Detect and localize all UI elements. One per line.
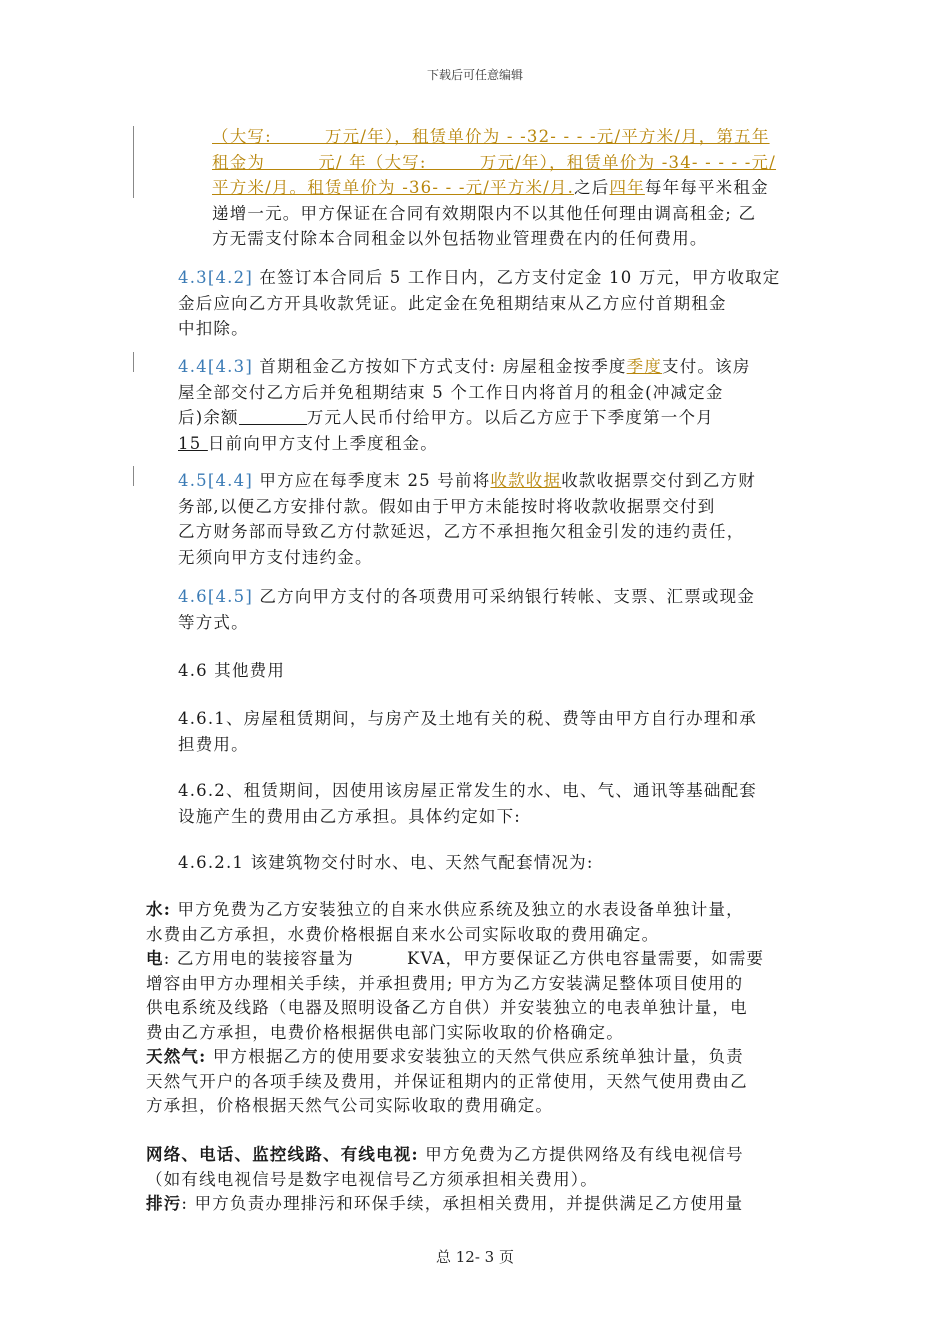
rent-line-3-ins: 平方米/月。租赁单价为 -36- - -元/平方米/月.: [212, 178, 575, 197]
clause-4-6-2-line-2: 设施产生的费用由乙方承担。具体约定如下:: [178, 806, 522, 826]
amount-blank: [239, 408, 307, 425]
clause-4-3-line-1: [178, 265, 812, 291]
clause-4-6-2-line-1: 4.6.2、租赁期间，因使用该房屋正常发生的水、电、气、通讯等基础配套: [178, 781, 757, 800]
rent-line-4: 递增一元。甲方保证在合同有效期限内不以其他任何理由调高租金; 乙: [212, 203, 757, 223]
page-footer: 总 12- 3 页: [435, 1248, 514, 1266]
clause-number: 4.6[4.5]: [178, 587, 253, 606]
clause-4-5-text-1a: 甲方应在每季度末 25 号前将: [252, 471, 491, 490]
water-text-1: 甲方免费为乙方安装独立的自来水供应系统及独立的水表设备单独计量，: [171, 900, 744, 919]
clause-4-4-text-1c: 支付。该房: [662, 357, 751, 376]
clause-4-4-line-4: [178, 431, 812, 457]
clause-4-5-line-3: 乙方财务部而导致乙方付款延迟，乙方不承担拖欠租金引发的违约责任，: [178, 522, 745, 541]
clause-4-6-line-2: 等方式。: [178, 612, 249, 632]
gas-text-1: 甲方根据乙方的使用要求安装独立的天然气供应系统单独计量，负责: [206, 1047, 744, 1066]
clause-4-3-line-2: 金后应向乙方开具收款凭证。此定金在免租期结束从乙方应付首期租金: [178, 293, 727, 313]
clause-4-4: [178, 354, 812, 456]
sewage-label: 排污: [146, 1194, 182, 1213]
elec-text-1: : 乙方用电的装接容量为 KVA，甲方要保证乙方供电容量需要，如需要: [163, 949, 765, 968]
rent-line-2: 租金为 元/ 年（大写: 万元/年），租赁单价为 -34- - - - -元/: [212, 152, 777, 172]
clause-number: 4.3[4.2]: [178, 268, 253, 287]
rent-line-3-rest: 每年每平米租金: [644, 178, 769, 197]
elec-label: 电: [146, 949, 164, 968]
clause-4-5: [178, 468, 818, 570]
page-header: 下载后可任意编辑: [426, 68, 523, 82]
rent-line-3: [212, 175, 812, 201]
spacer: [146, 1119, 806, 1144]
gas-label: 天然气:: [146, 1047, 207, 1066]
clause-4-4-text-1: 首期租金乙方按如下方式支付: 房屋租金按季度: [252, 357, 627, 376]
clause-4-6-text-1: 乙方向甲方支付的各项费用可采纳银行转帐、支票、汇票或现金: [252, 587, 756, 606]
elec-line-1: [146, 947, 806, 972]
clause-number: 4.5[4.4]: [178, 471, 253, 490]
other-fees-title: 4.6 其他费用: [178, 661, 286, 680]
clause-4-4-line-3: [178, 405, 812, 431]
clause-4-6-1: [178, 706, 812, 757]
gas-line-3: 方承担，价格根据天然气公司实际收取的费用确定。: [146, 1096, 554, 1115]
clause-4-6-2: [178, 778, 812, 829]
change-bar: [133, 352, 134, 372]
sewage-text-1: : 甲方负责办理排污和环保手续，承担相关费用，并提供满足乙方使用量: [181, 1194, 744, 1213]
rent-paragraph: [212, 124, 812, 252]
rent-line-3-years: 四年: [609, 178, 645, 197]
rent-line-3-after: 之后: [574, 178, 610, 197]
sewage-line-1: [146, 1192, 806, 1217]
change-bar: [133, 466, 134, 486]
gas-line-1: [146, 1045, 806, 1070]
clause-4-6-1-line-1: 4.6.1、房屋租赁期间，与房产及土地有关的税、费等由甲方自行办理和承: [178, 709, 757, 728]
day-number: 15: [178, 433, 208, 453]
gas-line-2: 天然气开户的各项手续及费用，并保证租期内的正常使用，天然气使用费由乙: [146, 1071, 748, 1091]
clause-4-4-text-3b: 万元人民币付给甲方。以后乙方应于下季度第一个月: [306, 408, 714, 427]
water-label: 水:: [146, 900, 171, 919]
clause-4-3-line-3: 中扣除。: [178, 319, 249, 338]
clause-4-5-line-4: 无须向甲方支付违约金。: [178, 547, 373, 567]
change-bar: [133, 126, 134, 198]
clause-4-5-text-1c: 收款收据票交付到乙方财: [561, 471, 756, 490]
utilities-block: [146, 898, 806, 1217]
net-label: 网络、电话、监控线路、有线电视:: [146, 1145, 419, 1164]
elec-line-2: 增容由甲方办理相关手续，并承担费用; 甲方为乙方安装满足整体项目使用的: [146, 973, 744, 993]
clause-4-6-2-1: 4.6.2.1 该建筑物交付时水、电、天然气配套情况为:: [178, 853, 594, 872]
net-text-1: 甲方免费为乙方提供网络及有线电视信号: [418, 1145, 744, 1164]
net-line-2: （如有线电视信号是数字电视信号乙方须承担相关费用）。: [146, 1169, 598, 1189]
clause-4-4-line-1: [178, 354, 812, 380]
elec-line-3: 供电系统及线路（电器及照明设备乙方自供）并安装独立的电表单独计量，电: [146, 998, 748, 1017]
clause-4-4-text-3a: 后)余额: [178, 408, 239, 427]
clause-4-5-inserted: 收款收据: [490, 471, 562, 490]
water-line-1: [146, 898, 806, 923]
rent-line-1: （大写: 万元/年），租赁单价为 - -32- - - -元/平方米/月，第五年: [212, 127, 770, 146]
clause-4-3: [178, 265, 812, 342]
elec-line-4: 费由乙方承担，电费价格根据供电部门实际收取的价格确定。: [146, 1022, 624, 1042]
clause-4-4-inserted: 季度: [626, 357, 663, 376]
net-line-1: [146, 1143, 806, 1168]
clause-number: 4.4[4.3]: [178, 357, 253, 376]
clause-4-6-1-line-2: 担费用。: [178, 734, 249, 754]
rent-line-5: 方无需支付除本合同租金以外包括物业管理费在内的任何费用。: [212, 229, 708, 248]
water-line-2: 水费由乙方承担，水费价格根据自来水公司实际收取的费用确定。: [146, 924, 660, 944]
clause-4-5-line-1: [178, 468, 818, 494]
clause-4-4-text-4b: 日前向甲方支付上季度租金。: [207, 433, 438, 453]
clause-4-5-line-2: 务部,以便乙方安排付款。假如由于甲方未能按时将收款收据票交付到: [178, 496, 716, 516]
clause-4-6-line-1: [178, 584, 812, 610]
clause-4-6: [178, 584, 812, 635]
clause-4-3-text-1: 在签订本合同后 5 工作日内，乙方支付定金 10 万元，甲方收取定: [252, 268, 781, 287]
clause-4-4-line-2: 屋全部交付乙方后并免租期结束 5 个工作日内将首月的租金(冲减定金: [178, 382, 724, 402]
